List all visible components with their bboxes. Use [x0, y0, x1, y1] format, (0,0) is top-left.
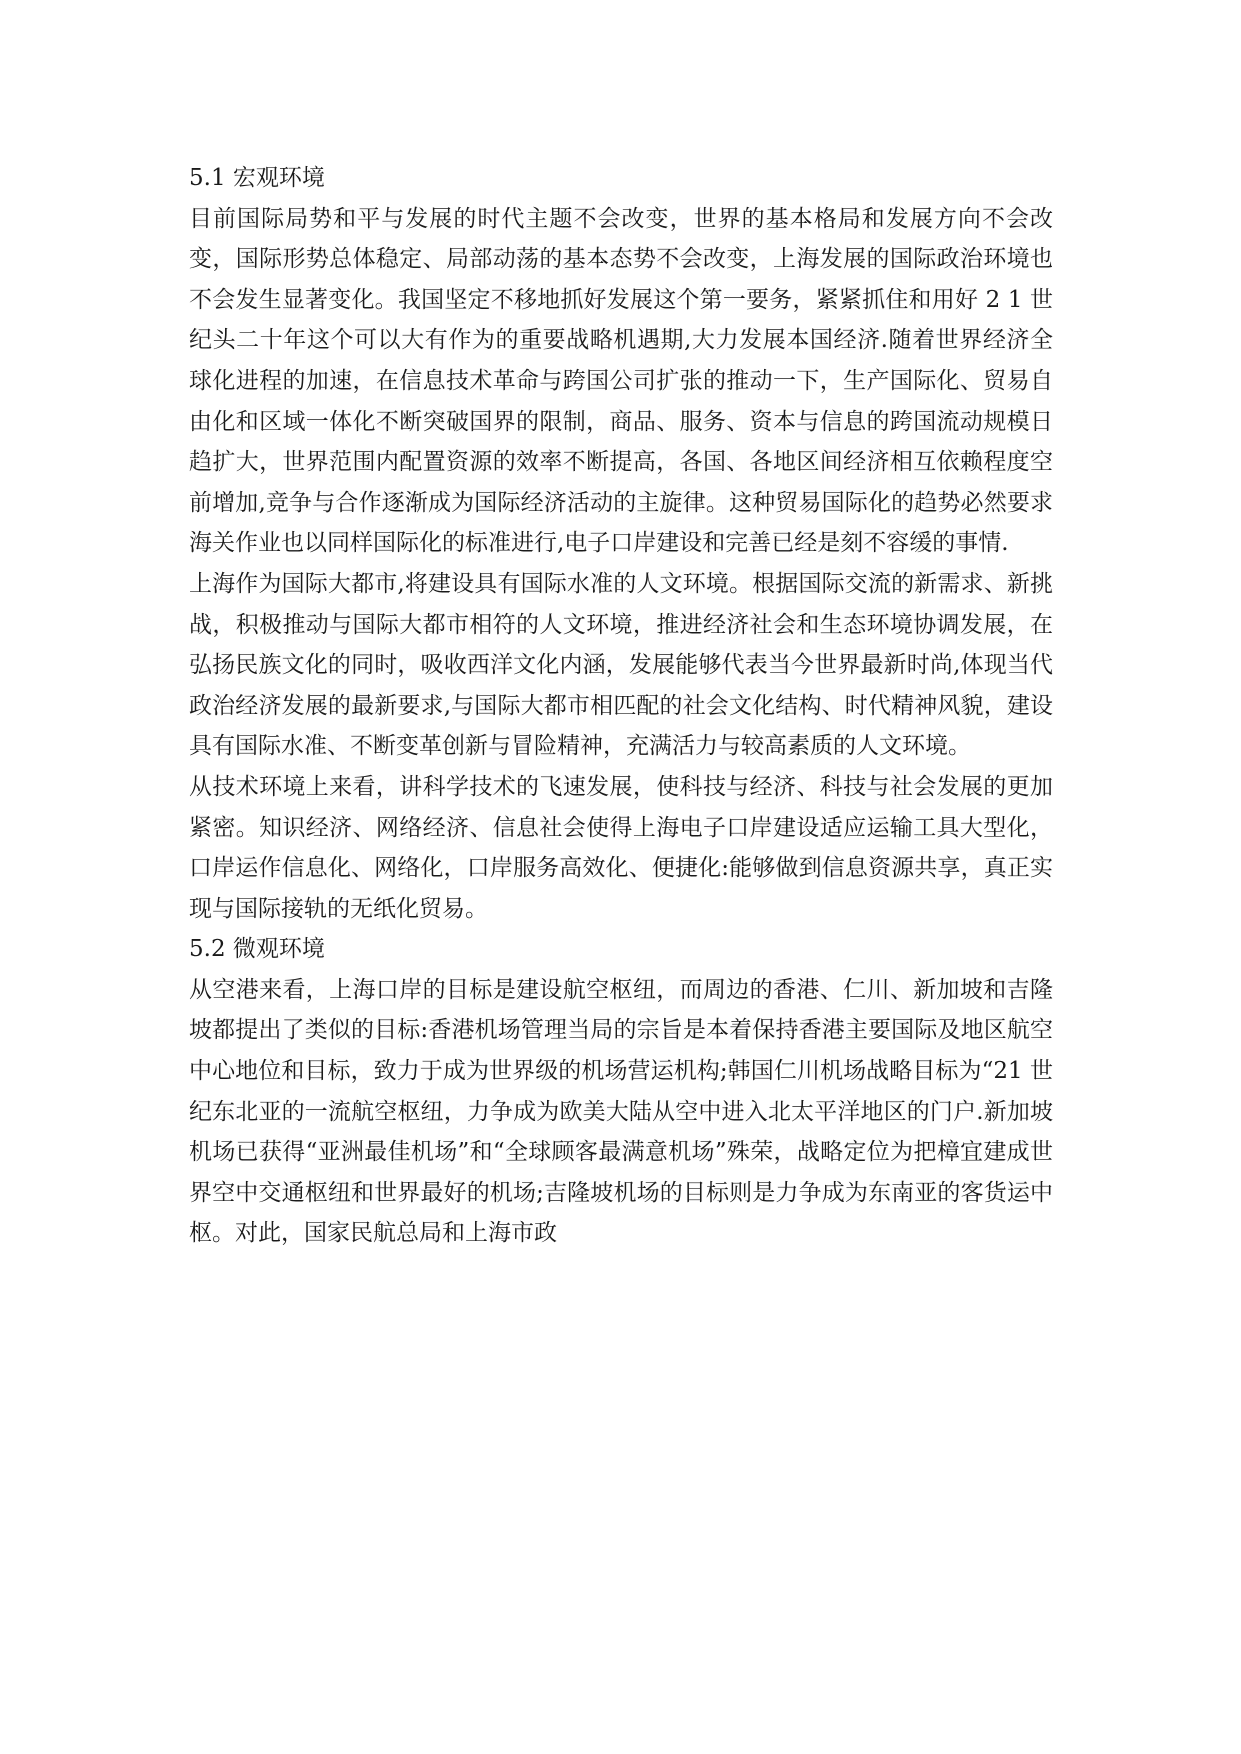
- paragraph-technical-environment: 从技术环境上来看，讲科学技术的飞速发展，使科技与经济、科技与社会发展的更加紧密。知识经济、网络经济、信息社会使得上海电子口岸建设适应运输工具大型化，口岸运作信息化、网络化，口岸服务高效化、便捷化:能够做到信息资源共享，真正实现与国际接轨的无纸化贸易。: [189, 773, 1053, 922]
- section-heading-5-2: 5.2 微观环境: [189, 936, 325, 963]
- section-heading-5-1: 5.1 宏观环境: [189, 165, 325, 191]
- document-body: [189, 158, 1053, 1254]
- paragraph-cultural-environment: 上海作为国际大都市,将建设具有国际水准的人文环境。根据国际交流的新需求、新挑战，积极推动与国际大都市相符的人文环境，推进经济社会和生态环境协调发展，在弘扬民族文化的同时，吸收西洋文化内涵，发展能够代表当今世界最新时尚,体现当代政治经济发展的最新要求,与国际大都市相匹配的社会文化结构、时代精神风貌，建设具有国际水准、不断变革创新与冒险精神，充满活力与较高素质的人文环境。: [189, 570, 1053, 760]
- paragraph-global-situation: 目前国际局势和平与发展的时代主题不会改变，世界的基本格局和发展方向不会改变，国际形势总体稳定、局部动荡的基本态势不会改变，上海发展的国际政治环境也不会发生显著变化。我国坚定不移地抓好发展这个第一要务，紧紧抓住和用好 2 1 世纪头二十年这个可以大有作为的重要战略机遇期,大力发展本国经济.随着世界经济全球化进程的加速，在信息技术革命与跨国公司扩张的推动一下，生产国际化、贸易自由化和区域一体化不断突破国界的限制，商品、服务、资本与信息的跨国流动规模日趋扩大，世界范围内配置资源的效率不断提高，各国、各地区间经济相互依赖程度空前增加,竞争与合作逐渐成为国际经济活动的主旋律。这种贸易国际化的趋势必然要求海关作业也以同样国际化的标准进行,电子口岸建设和完善已经是刻不容缓的事情.: [189, 205, 1053, 557]
- paragraph-airport-competition: 从空港来看，上海口岸的目标是建设航空枢纽，而周边的香港、仁川、新加坡和吉隆坡都提出了类似的目标:香港机场管理当局的宗旨是本着保持香港主要国际及地区航空中心地位和目标，致力于成为世界级的机场营运机构;韩国仁川机场战略目标为“21 世纪东北亚的一流航空枢纽，力争成为欧美大陆从空中进入北太平洋地区的门户.新加坡机场已获得“亚洲最佳机场”和“全球顾客最满意机场”殊荣，战略定位为把樟宜建成世界空中交通枢纽和世界最好的机场;吉隆坡机场的目标则是力争成为东南亚的客货运中枢。对此，国家民航总局和上海市政: [189, 976, 1053, 1247]
